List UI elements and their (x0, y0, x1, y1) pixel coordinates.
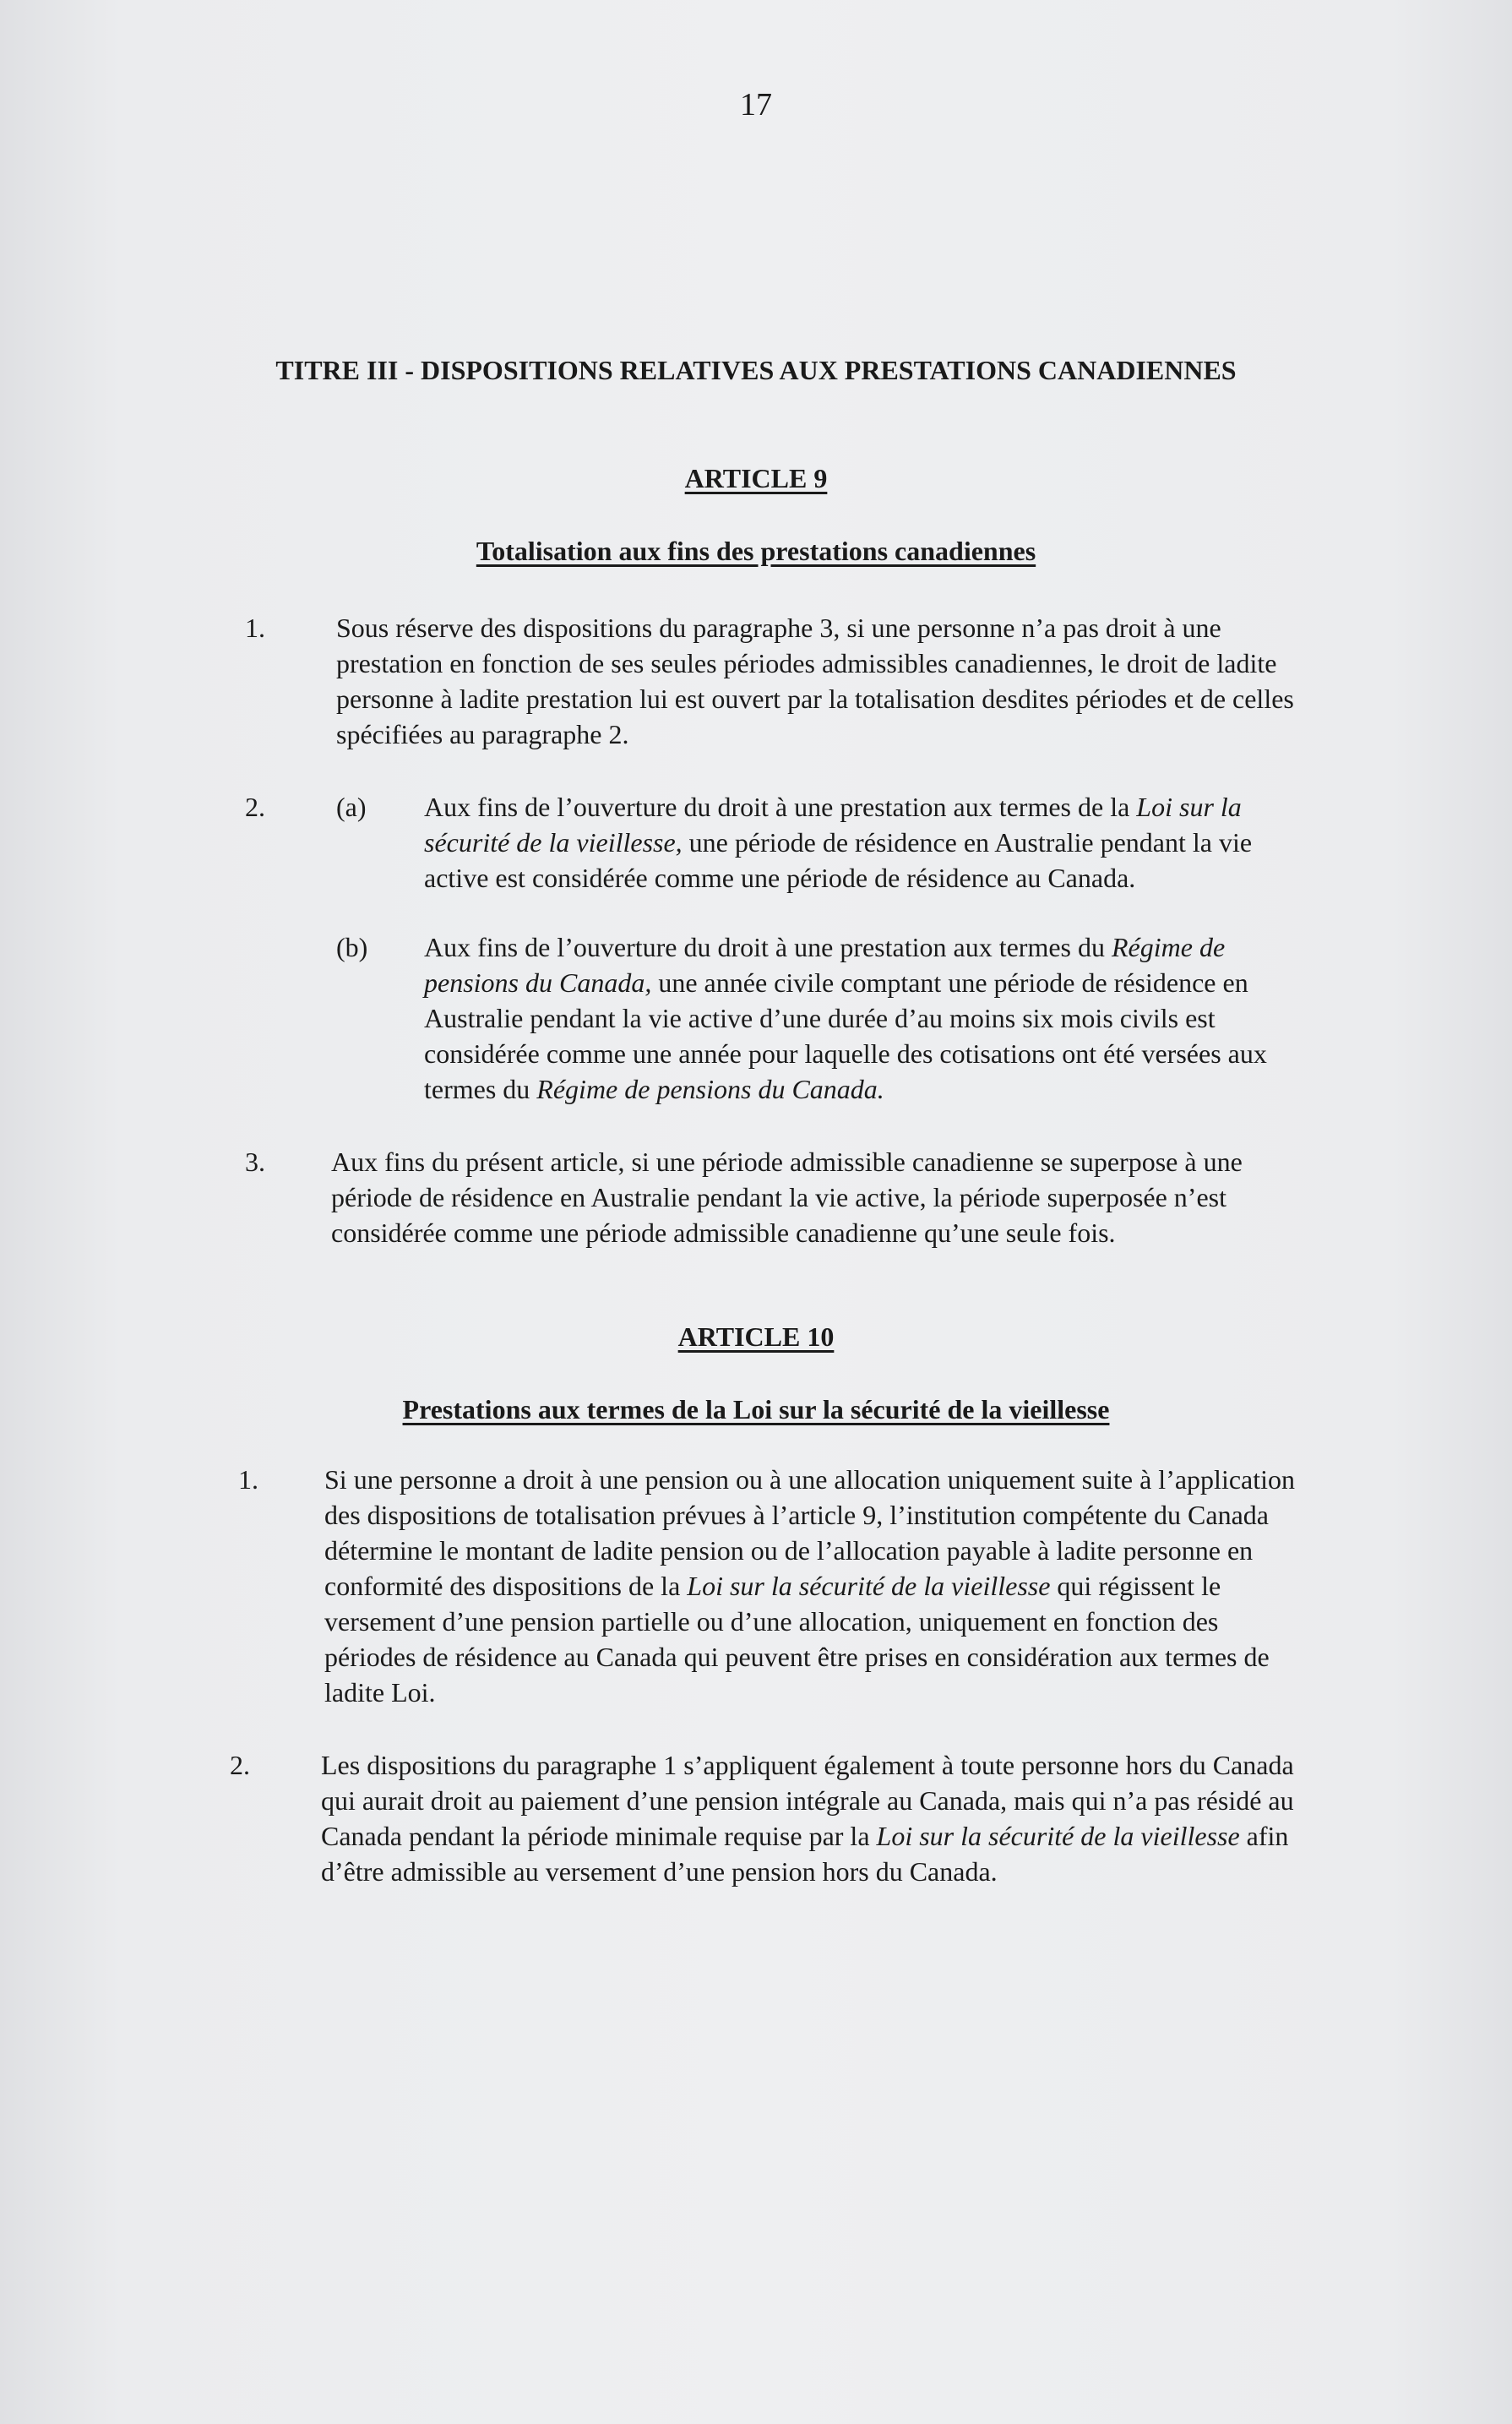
article-9-para-2b-letter: (b) (336, 932, 368, 962)
article-9-para-2a-letter: (a) (336, 792, 367, 822)
article-9-heading: ARTICLE 9 (684, 463, 828, 493)
article-9-subheading: Totalisation aux fins des prestations canadiennes (476, 536, 1036, 566)
article-9-para-2-number: 2. (245, 792, 265, 822)
article-9-para-2b: Aux fins de l’ouverture du droit à une prestation aux termes du Régime de pensions du Canada, une année civile comptant une période de résidence en Australie pendant la vie active d’une durée d’au moins six mois civils est considérée comme une année pour laquelle des cotisations ont été versées aux termes du Régime de pensions du Canada. (424, 932, 1267, 1104)
part-title: TITRE III - DISPOSITIONS RELATIVES AUX PRESTATIONS CANADIENNES (275, 355, 1237, 385)
article-10-para-1-number: 1. (238, 1464, 258, 1495)
page-number: 17 (740, 87, 772, 123)
article-10-heading: ARTICLE 10 (677, 1321, 835, 1352)
article-10-subheading: Prestations aux termes de la Loi sur la sécurité de la vieillesse (402, 1394, 1110, 1424)
article-9-para-2a: Aux fins de l’ouverture du droit à une prestation aux termes de la Loi sur la sécurité de la vieillesse, une période de résidence en Australie pendant la vie active est considérée comme une période de résidence au Canada. (424, 792, 1253, 893)
article-9-para-3-number: 3. (245, 1147, 265, 1177)
article-9-para-3: Aux fins du présent article, si une période admissible canadienne se superpose à une période de résidence en Australie pendant la vie active, la période superposée n’est considérée comme une période admissible canadienne qu’une seule fois. (331, 1147, 1243, 1248)
article-10-para-1: Si une personne a droit à une pension ou à une allocation uniquement suite à l’application des dispositions de totalisation prévues à l’article 9, l’institution compétente du Canada détermine le montant de ladite pension ou de l’allocation payable à ladite personne en conformité des dispositions de la Loi sur la sécurité de la vieillesse qui régissent le versement d’une pension partielle ou d’une allocation, uniquement en fonction des périodes de résidence au Canada qui peuvent être prises en considération aux termes de ladite Loi. (324, 1464, 1296, 1708)
article-9-para-1: Sous réserve des dispositions du paragraphe 3, si une personne n’a pas droit à une prestation en fonction de ses seules périodes admissibles canadiennes, le droit de ladite personne à ladite prestation lui est ouvert par la totalisation desdites périodes et de celles spécifiées au paragraphe 2. (336, 613, 1294, 749)
article-10-para-2-number: 2. (230, 1750, 250, 1780)
article-10-para-2: Les dispositions du paragraphe 1 s’appliquent également à toute personne hors du Canada qui aurait droit au paiement d’une pension intégrale au Canada, mais qui n’a pas résidé au Canada pendant la période minimale requise par la Loi sur la sécurité de la vieillesse afin d’être admissible au versement d’une pension hors du Canada. (321, 1750, 1294, 1887)
article-9-para-1-number: 1. (245, 613, 265, 643)
